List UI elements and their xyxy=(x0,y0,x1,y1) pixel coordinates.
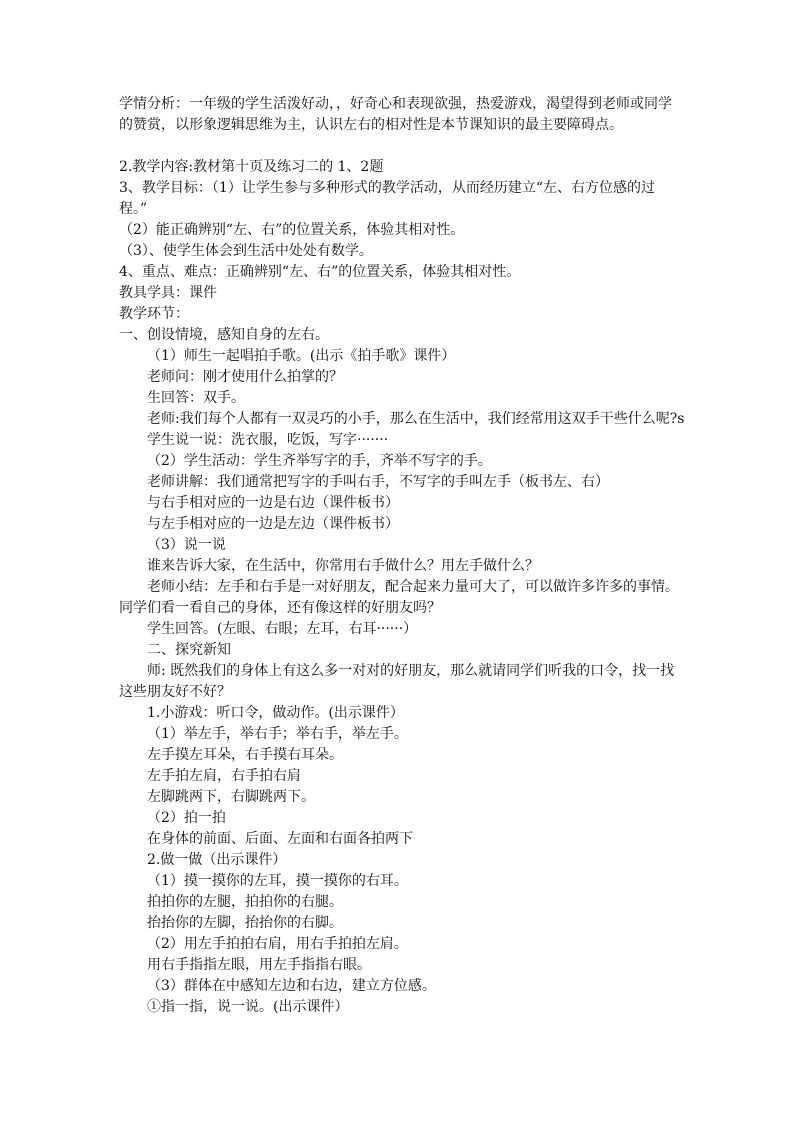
section-heading-1: 一、创设情境，感知自身的左右。 xyxy=(119,327,329,343)
list-item: （2）用左手拍拍右肩，用右手拍拍左肩。 xyxy=(147,936,408,952)
list-item: 老师:我们每个人都有一双灵巧的小手，那么在生活中，我们经常用这双手干些什么呢?s xyxy=(147,411,685,427)
list-item: 在身体的前面、后面、左面和右面各拍两下 xyxy=(147,831,413,847)
paragraph-tools: 教具学具：课件 xyxy=(119,285,217,301)
paragraph-teacher-ask xyxy=(119,661,679,703)
paragraph-learning-analysis: 学情分析：一年级的学生活泼好动，，好奇心和表现欲强，热爱游戏，渴望得到老师或同学的赞赏，以形象逻辑思维为主，认识左右的相对性是本节课知识的最主要障碍点。 xyxy=(119,96,672,133)
list-item: 2.做一做（出示课件） xyxy=(147,852,287,868)
list-item: 抬抬你的左脚，抬抬你的右脚。 xyxy=(147,915,343,931)
list-item: 左手摸左耳朵，右手摸右耳朵。 xyxy=(147,747,343,763)
section-heading-2: 二、探究新知 xyxy=(147,642,231,658)
list-item: （2）拍一拍 xyxy=(147,810,226,826)
list-item: 谁来告诉大家，在生活中，你常用右手做什么？用左手做什么？ xyxy=(147,558,539,574)
list-item: 与左手相对应的一边是左边（课件板书） xyxy=(147,516,399,532)
paragraph-summary xyxy=(119,577,679,619)
list-item: 生回答：双手。 xyxy=(147,390,245,406)
list-item: （3）说一说 xyxy=(147,537,226,553)
list-item: ①指一指，说一说。(出示课件） xyxy=(147,999,349,1015)
list-item: 老师问：刚才使用什么拍掌的？ xyxy=(147,369,343,385)
document-page xyxy=(119,94,685,1018)
list-item: （1）摸一摸你的左耳，摸一摸你的右耳。 xyxy=(147,873,408,889)
list-item: （1）师生一起唱拍手歌。(出示《拍手歌》课件） xyxy=(147,348,456,364)
list-item: 用右手指指左眼，用左手指指右眼。 xyxy=(147,957,371,973)
list-item: 学生说一说：洗衣服，吃饭，写字······· xyxy=(147,432,389,448)
list-item: 老师讲解：我们通常把写字的手叫右手，不写字的手叫左手（板书左、右） xyxy=(147,474,609,490)
list-item: （2）学生活动：学生齐举写字的手，齐举不写字的手。 xyxy=(147,453,492,469)
list-item: 左手拍左肩，右手拍右肩 xyxy=(147,768,301,784)
paragraph-teaching-goal: 3、教学目标：（1）让学生参与多种形式的教学活动，从而经历建立“左、右方位感的过程。” xyxy=(119,180,655,217)
paragraph-goal-3: （3）、使学生体会到生活中处处有数学。 xyxy=(119,243,373,259)
blank-line xyxy=(119,136,679,157)
paragraph-teaching-content: 2.教学内容:教材第十页及练习二的 1、2题 xyxy=(119,159,384,175)
list-item: 与右手相对应的一边是右边（课件板书） xyxy=(147,495,399,511)
list-item: （3）群体在中感知左边和右边，建立方位感。 xyxy=(147,978,436,994)
list-item: 左脚跳两下，右脚跳两下。 xyxy=(147,789,315,805)
list-item: 拍拍你的左腿，拍拍你的右腿。 xyxy=(147,894,343,910)
list-item: 学生回答。(左眼、右眼；左耳，右耳······） xyxy=(147,621,418,637)
paragraph-goal-2: （2）能正确辨别“左、右”的位置关系，体验其相对性。 xyxy=(119,222,465,238)
paragraph-key-points: 4、重点、难点：正确辨别“左、右”的位置关系，体验其相对性。 xyxy=(119,264,521,280)
teacher-ask-text: 师: 既然我们的身体上有这么多一对对的好朋友，那么就请同学们听我的口令，找一找这些朋友好不好？ xyxy=(119,663,675,700)
paragraph-steps-heading: 教学环节： xyxy=(119,306,189,322)
summary-text: 老师小结：左手和右手是一对好朋友，配合起来力量可大了，可以做许多许多的事情。同学们看一看自己的身体，还有像这样的好朋友吗？ xyxy=(119,579,679,616)
list-item: 1.小游戏：听口令，做动作。(出示课件） xyxy=(147,705,404,721)
list-item: （1）举左手，举右手；举右手，举左手。 xyxy=(147,726,408,742)
